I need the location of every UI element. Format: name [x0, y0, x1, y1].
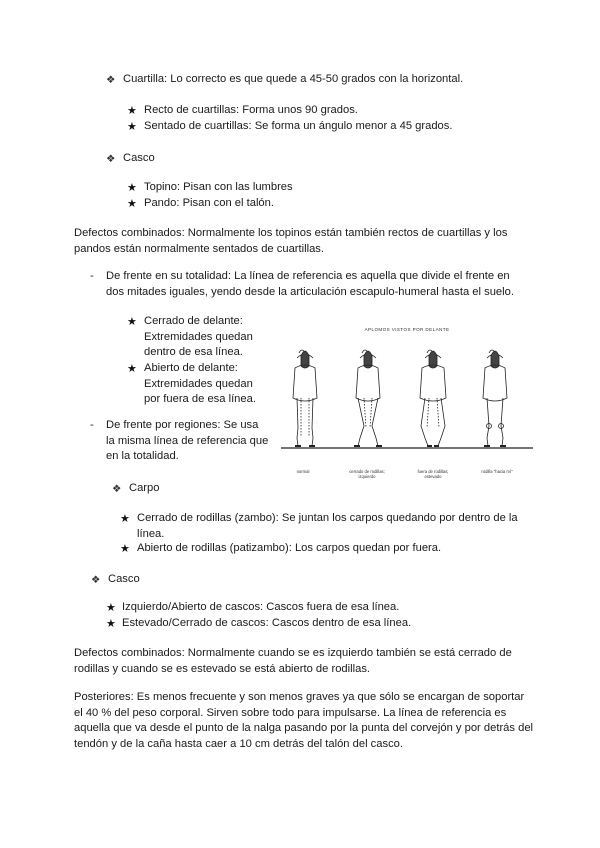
- list-item: Izquierdo/Abierto de cascos: Cascos fuera de esa línea.: [122, 601, 400, 613]
- star-bullet-icon: ★: [106, 602, 116, 614]
- pastern-bullet: Cuartilla: Lo correcto es que quede a 45-50 grados con la horizontal.: [123, 73, 464, 85]
- caption-closed-knees: cerrado de rodillas; izquierdo: [349, 469, 385, 479]
- horse-open-knees-illustration: [420, 350, 446, 446]
- list-item: Recto de cuartillas: Forma unos 90 grados.: [144, 104, 358, 116]
- star-bullet-icon: ★: [127, 182, 137, 194]
- star-bullet-icon: ★: [127, 363, 137, 375]
- list-item: Topino: Pisan con las lumbres: [144, 181, 293, 193]
- star-bullet-icon: ★: [127, 316, 137, 328]
- horse-front-view-drawing: [281, 318, 533, 468]
- horse-closed-knees-illustration: [354, 350, 382, 446]
- combined-defects-paragraph: Defectos combinados: Normalmente los topinos están también rectos de cuartillas y los pandos están normalmente sentados de cuartillas.: [74, 227, 508, 255]
- caption-normal: normal: [296, 469, 310, 474]
- horse-knee-forward-illustration: [483, 350, 507, 446]
- combined-defects-paragraph-2: Defectos combinados: Normalmente cuando se es izquierdo también se está cerrado de rodillas y cuando se es estevado se está abierto de rodillas.: [74, 647, 512, 675]
- carpus-bullet: Carpo: [129, 482, 160, 494]
- horse-front-view-figure: [281, 318, 533, 478]
- star-bullet-icon: ★: [127, 198, 137, 210]
- diamond-bullet-icon: ❖: [106, 153, 116, 165]
- list-item: Cerrado de rodillas (zambo): Se juntan los carpos quedando por dentro de la línea.: [137, 512, 518, 540]
- star-bullet-icon: ★: [120, 543, 130, 555]
- closed-front-item: Cerrado de delante: Extremidades quedan dentro de esa línea.: [144, 315, 253, 359]
- list-item: Abierto de rodillas (patizambo): Los carpos quedan por fuera.: [137, 542, 442, 554]
- list-item: Pando: Pisan con el talón.: [144, 197, 274, 209]
- star-bullet-icon: ★: [120, 513, 130, 525]
- front-regions-paragraph: De frente por regiones: Se usa la misma línea de referencia que en la totalidad.: [106, 419, 269, 463]
- diamond-bullet-icon: ❖: [106, 74, 116, 86]
- star-bullet-icon: ★: [127, 121, 137, 133]
- star-bullet-icon: ★: [127, 105, 137, 117]
- front-hoof-bullet: Casco: [108, 573, 140, 585]
- star-bullet-icon: ★: [106, 618, 116, 630]
- hoof-bullet: Casco: [123, 152, 155, 164]
- open-front-item: Abierto de delante: Extremidades quedan por fuera de esa línea.: [144, 362, 256, 406]
- horse-normal-illustration: [293, 350, 317, 446]
- diamond-bullet-icon: ❖: [112, 483, 122, 495]
- list-item: Estevado/Cerrado de cascos: Cascos dentro de esa línea.: [122, 617, 412, 629]
- caption-open-knees: fuera de rodillas; estevado: [417, 469, 449, 479]
- list-item: Sentado de cuartillas: Se forma un ángulo menor a 45 grados.: [144, 120, 453, 132]
- diamond-bullet-icon: ❖: [91, 574, 101, 586]
- front-total-paragraph: De frente en su totalidad: La línea de referencia es aquella que divide el frente en dos mitades iguales, yendo desde la articulación escapulo-humeral hasta el suelo.: [106, 270, 514, 298]
- posterior-paragraph: Posteriores: Es menos frecuente y son menos graves ya que sólo se encargan de soportar el 40 % del peso corporal. Sirven sobre todo para impulsarse. La línea de referencia es aquella que va desde el punto de la nalga pasando por la punta del corvejón y por detrás del tendón y de la caña hasta caer a 10 cm detrás del talón del casco.: [74, 691, 534, 750]
- caption-knee-forward: rodilla "hacia mí": [481, 469, 513, 474]
- dash-bullet: -: [90, 270, 94, 282]
- figure-title: APLOMOS VISTOS POR DELANTE: [364, 327, 450, 332]
- dash-bullet: -: [90, 419, 94, 431]
